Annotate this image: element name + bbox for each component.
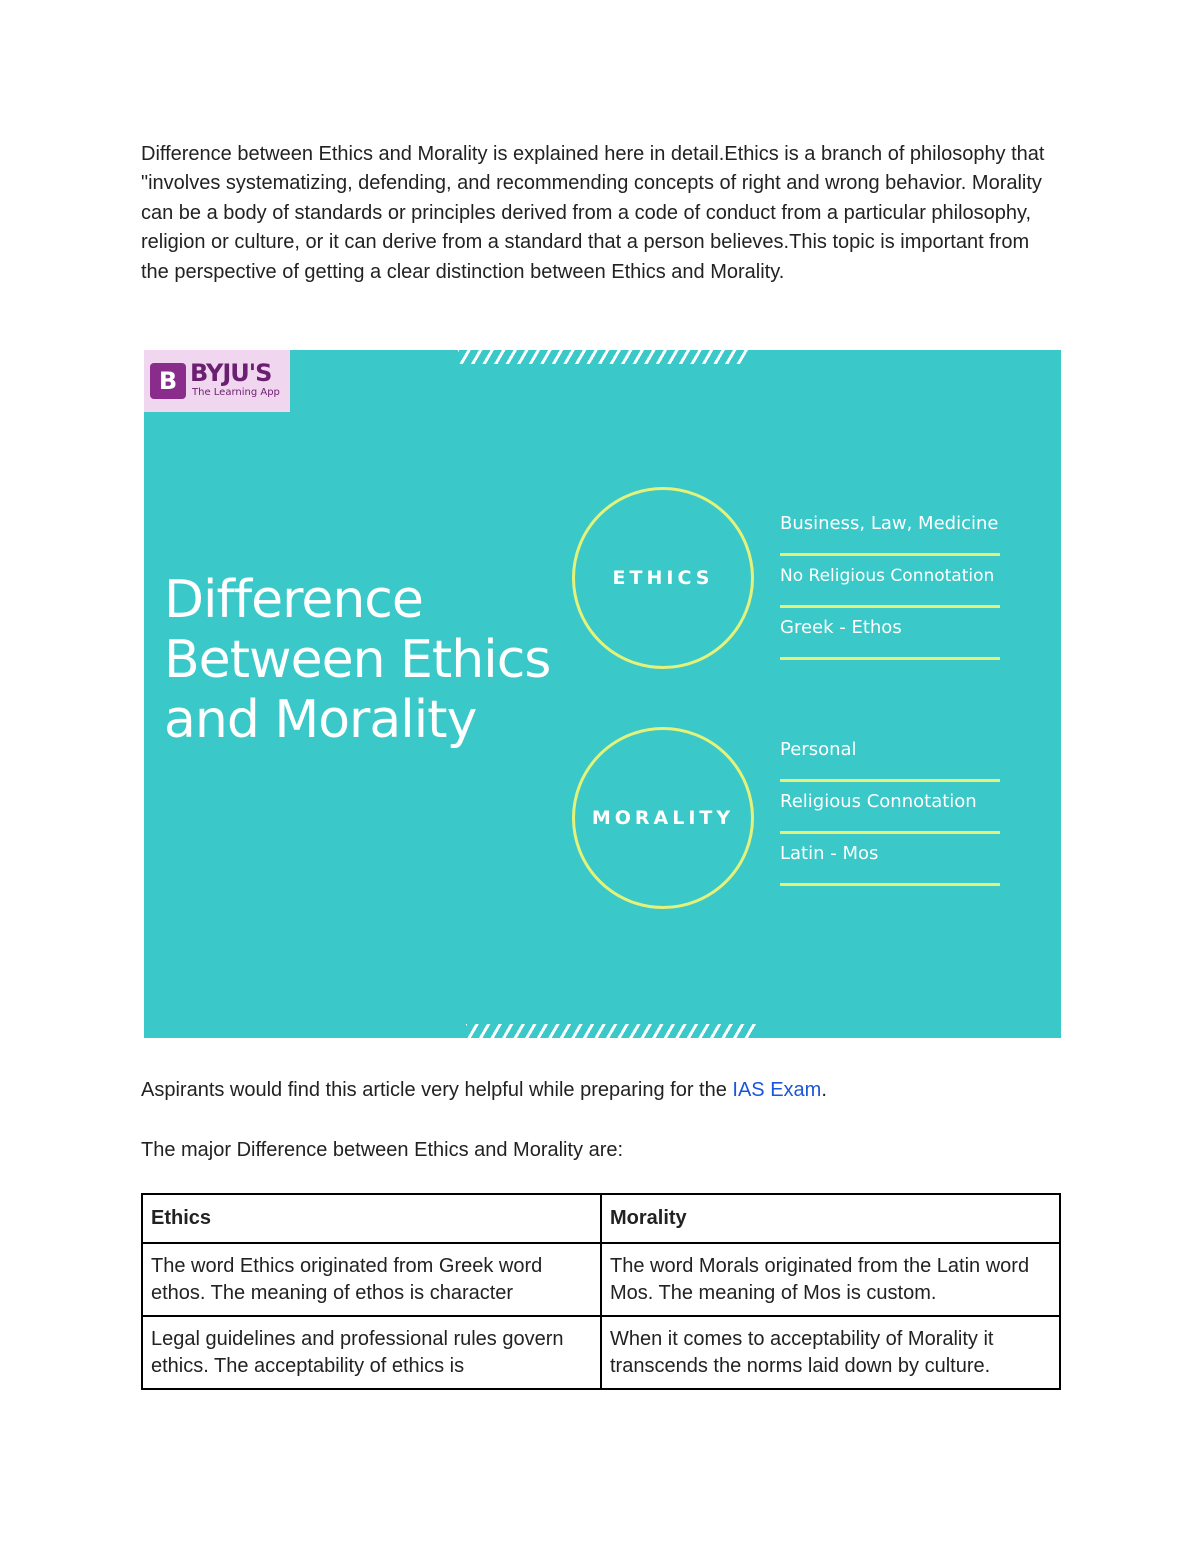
logo-name: BYJU'S: [190, 359, 272, 387]
aspirants-text: Aspirants would find this article very helpful while preparing for the: [141, 1079, 733, 1101]
infographic-banner: [144, 350, 1061, 1038]
intro-paragraph: Difference between Ethics and Morality is explained here in detail.Ethics is a branch of philosophy that "involves systematizing, defending, and recommending concepts of right and wrong behavior. Morality can be a body of standards or principles derived from a code of conduct from a particular philosophy, religion or culture, or it can derive from a standard that a person believes.This topic is important from the perspective of getting a clear distinction between Ethics and Morality.: [141, 143, 1045, 283]
byjus-logo: [144, 350, 290, 412]
morality-attribute: Latin - Mos: [780, 834, 1000, 886]
infographic-title: [164, 570, 604, 750]
infographic-title-line: and Morality: [164, 690, 477, 750]
ethics-circle-label: ETHICS: [612, 567, 714, 589]
logo-mark-icon: B: [150, 363, 186, 399]
morality-attribute: Religious Connotation: [780, 782, 1000, 834]
table-cell: The word Morals originated from the Latin word Mos. The meaning of Mos is custom.: [601, 1243, 1060, 1316]
morality-attribute: Personal: [780, 730, 1000, 782]
ethics-attributes-list: [780, 504, 1000, 660]
table-header-morality: Morality: [601, 1194, 1060, 1243]
infographic-title-line: Difference: [164, 570, 423, 630]
table-cell: When it comes to acceptability of Morality it transcends the norms laid down by culture.: [601, 1316, 1060, 1389]
ethics-attribute: Business, Law, Medicine: [780, 504, 1000, 556]
table-row: [142, 1316, 1060, 1389]
morality-attributes-list: [780, 730, 1000, 886]
decorative-stripes-bottom: [466, 1024, 756, 1038]
comparison-table: [141, 1193, 1061, 1390]
decorative-stripes-top: [458, 350, 748, 364]
morality-circle-label: MORALITY: [591, 807, 735, 829]
ethics-attribute: No Religious Connotation: [780, 556, 1000, 608]
morality-circle: [572, 727, 754, 909]
ias-exam-link[interactable]: IAS Exam: [732, 1079, 822, 1101]
major-differences-heading: The major Difference between Ethics and Morality are:: [141, 1139, 624, 1161]
table-header-row: [142, 1194, 1060, 1243]
logo-tagline: The Learning App: [192, 387, 280, 398]
table-row: [142, 1243, 1060, 1316]
table-cell: The word Ethics originated from Greek word ethos. The meaning of ethos is character: [142, 1243, 601, 1316]
ethics-circle: [572, 487, 754, 669]
aspirants-period: .: [821, 1079, 827, 1101]
table-cell: Legal guidelines and professional rules govern ethics. The acceptability of ethics is: [142, 1316, 601, 1389]
ethics-attribute: Greek - Ethos: [780, 608, 1000, 660]
infographic-title-line: Between Ethics: [164, 630, 551, 690]
aspirants-paragraph: [141, 1076, 827, 1104]
table-header-ethics: Ethics: [142, 1194, 601, 1243]
